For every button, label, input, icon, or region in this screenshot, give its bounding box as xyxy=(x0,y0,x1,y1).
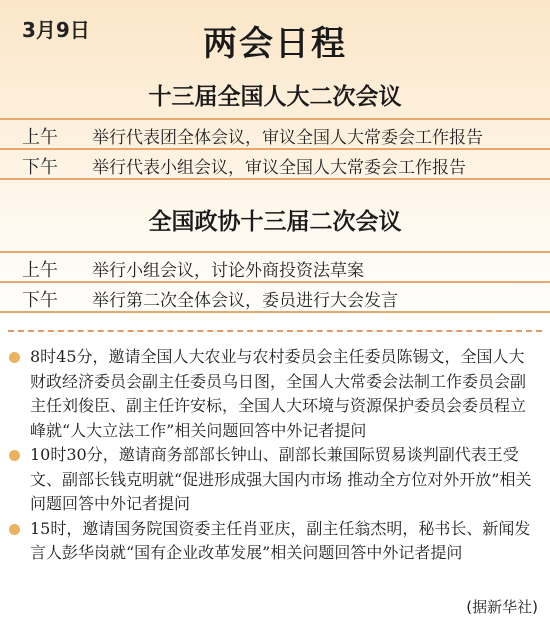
bullet-dot-icon xyxy=(9,450,20,461)
press-item xyxy=(0,345,550,443)
schedule-description: 举行第二次全体会议，委员进行大会发言 xyxy=(92,291,398,311)
bullet-dot-icon xyxy=(9,352,20,363)
section-title-npc: 十三届全国人大二次会议 xyxy=(148,84,402,110)
press-item-text: 15时，邀请国务院国资委主任肖亚庆，副主任翁杰明，秘书长、新闻发言人彭华岗就“国有企业改革发展”相关问题回答中外记者提问 xyxy=(30,518,531,562)
press-item xyxy=(0,517,550,566)
schedule-description: 举行代表小组会议，审议全国人大常委会工作报告 xyxy=(92,158,466,178)
period-label: 下午 xyxy=(22,157,58,178)
schedule-row xyxy=(0,148,550,180)
source-credit: (据新华社) xyxy=(466,598,538,616)
period-label: 上午 xyxy=(22,127,58,148)
schedule-description: 举行小组会议，讨论外商投资法草案 xyxy=(92,261,364,281)
dashed-divider xyxy=(8,330,542,332)
press-item xyxy=(0,443,550,517)
schedule-row xyxy=(0,251,550,281)
period-label: 下午 xyxy=(22,290,58,311)
page-title: 两会日程 xyxy=(203,24,347,64)
schedule-row xyxy=(0,281,550,313)
date-label: 3月9日 xyxy=(22,18,90,42)
press-conference-list xyxy=(0,345,550,566)
section-title-cppcc: 全国政协十三届二次会议 xyxy=(148,209,402,235)
schedule-row xyxy=(0,118,550,148)
press-item-text: 10时30分，邀请商务部部长钟山、副部长兼国际贸易谈判副代表王受文、副部长钱克明就“促进形成强大国内市场 推动全方位对外开放”相关问题回答中外记者提问 xyxy=(30,445,532,513)
bullet-dot-icon xyxy=(9,524,20,535)
press-item-text: 8时45分，邀请全国人大农业与农村委员会主任委员陈锡文，全国人大财政经济委员会副主任委员乌日图，全国人大常委会法制工作委员会副主任刘俊臣、副主任许安标，全国人大环境与资源保护委员会委员程立峰就“人大立法工作”相关问题回答中外记者提问 xyxy=(30,347,527,440)
period-label: 上午 xyxy=(22,260,58,281)
schedule-description: 举行代表团全体会议，审议全国人大常委会工作报告 xyxy=(92,128,483,148)
